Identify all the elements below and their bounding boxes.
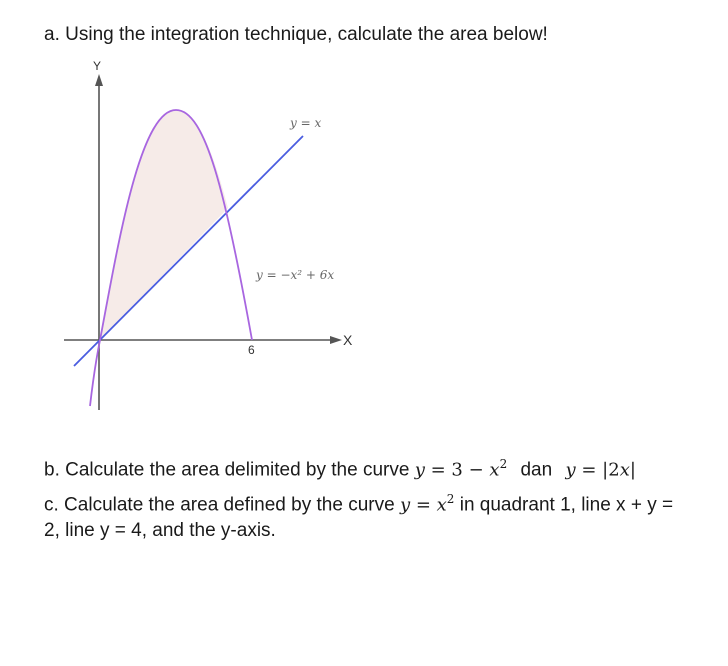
y-axis-arrow [95, 74, 103, 86]
x-axis-label: X [343, 332, 353, 348]
shaded-region [100, 110, 228, 340]
line-equation-label: y = x [290, 116, 322, 130]
question-c-text: c. Calculate the area defined by the curve [44, 494, 395, 516]
question-b: b. Calculate the area delimited by the curve $y = 3 - x^2$ dan y = |2x| [44, 457, 636, 481]
parabola-equation-label: y = −x² + 6x [256, 268, 335, 282]
question-c: c. Calculate the area defined by the curve $y = x^2$ in quadrant 1, line x + y = 2, line y = 4, and the y-axis. [44, 492, 674, 542]
word-dan: dan [520, 459, 553, 481]
x-axis-arrow [330, 336, 342, 344]
question-a: a. Using the integration technique, calculate the area below! [44, 24, 548, 45]
question-b-text: b. Calculate the area delimited by the curve [44, 459, 410, 481]
x-tick-6: 6 [248, 343, 255, 357]
y-axis-label: Y [93, 59, 102, 73]
